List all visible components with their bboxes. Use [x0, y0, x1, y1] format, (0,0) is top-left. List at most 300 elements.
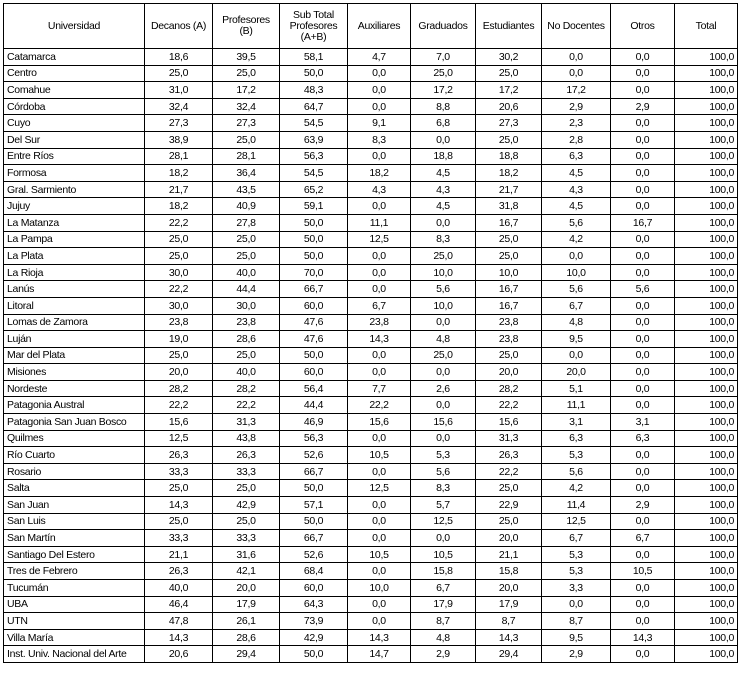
cell-profesores: 36,4	[213, 165, 280, 182]
cell-otros: 6,3	[611, 430, 675, 447]
cell-otros: 0,0	[611, 231, 675, 248]
cell-universidad: UTN	[4, 613, 145, 630]
table-row	[4, 248, 738, 265]
cell-otros: 0,0	[611, 364, 675, 381]
cell-total: 100,0	[675, 596, 738, 613]
cell-subtotal: 60,0	[280, 580, 348, 597]
cell-decanos: 22,2	[145, 214, 213, 231]
cell-decanos: 26,3	[145, 447, 213, 464]
cell-total: 100,0	[675, 646, 738, 663]
cell-otros: 0,0	[611, 198, 675, 215]
cell-estudiantes: 16,7	[476, 297, 542, 314]
cell-profesores: 28,6	[213, 629, 280, 646]
cell-estudiantes: 31,8	[476, 198, 542, 215]
cell-auxiliares: 7,7	[348, 380, 411, 397]
cell-estudiantes: 23,8	[476, 331, 542, 348]
cell-auxiliares: 4,3	[348, 181, 411, 198]
cell-auxiliares: 10,5	[348, 546, 411, 563]
cell-subtotal: 56,3	[280, 148, 348, 165]
cell-universidad: Tres de Febrero	[4, 563, 145, 580]
cell-decanos: 18,6	[145, 49, 213, 66]
cell-estudiantes: 20,0	[476, 530, 542, 547]
cell-otros: 0,0	[611, 546, 675, 563]
cell-otros: 0,0	[611, 331, 675, 348]
table-body	[4, 49, 738, 663]
cell-total: 100,0	[675, 131, 738, 148]
cell-subtotal: 54,5	[280, 165, 348, 182]
cell-no-docentes: 4,3	[542, 181, 611, 198]
cell-graduados: 4,3	[411, 181, 476, 198]
header-subtotal: Sub Total Profesores (A+B)	[280, 4, 348, 49]
cell-subtotal: 47,6	[280, 314, 348, 331]
header-decanos: Decanos (A)	[145, 4, 213, 49]
cell-subtotal: 47,6	[280, 331, 348, 348]
cell-estudiantes: 22,2	[476, 397, 542, 414]
cell-total: 100,0	[675, 480, 738, 497]
cell-graduados: 5,7	[411, 497, 476, 514]
cell-otros: 14,3	[611, 629, 675, 646]
cell-auxiliares: 14,3	[348, 331, 411, 348]
cell-no-docentes: 0,0	[542, 596, 611, 613]
table-row	[4, 264, 738, 281]
cell-graduados: 0,0	[411, 364, 476, 381]
cell-otros: 0,0	[611, 131, 675, 148]
cell-auxiliares: 0,0	[348, 198, 411, 215]
cell-graduados: 8,3	[411, 231, 476, 248]
cell-decanos: 18,2	[145, 165, 213, 182]
table-row	[4, 165, 738, 182]
table-row	[4, 397, 738, 414]
cell-no-docentes: 2,9	[542, 646, 611, 663]
cell-estudiantes: 20,0	[476, 580, 542, 597]
cell-no-docentes: 5,3	[542, 546, 611, 563]
cell-subtotal: 44,4	[280, 397, 348, 414]
cell-auxiliares: 8,3	[348, 131, 411, 148]
cell-total: 100,0	[675, 497, 738, 514]
cell-subtotal: 50,0	[280, 248, 348, 265]
cell-otros: 0,0	[611, 248, 675, 265]
cell-decanos: 22,2	[145, 397, 213, 414]
cell-universidad: La Rioja	[4, 264, 145, 281]
cell-estudiantes: 10,0	[476, 264, 542, 281]
cell-graduados: 8,8	[411, 98, 476, 115]
table-row	[4, 82, 738, 99]
cell-no-docentes: 6,3	[542, 430, 611, 447]
cell-profesores: 25,0	[213, 131, 280, 148]
cell-subtotal: 56,4	[280, 380, 348, 397]
cell-estudiantes: 21,7	[476, 181, 542, 198]
cell-graduados: 18,8	[411, 148, 476, 165]
table-container	[3, 3, 738, 663]
cell-estudiantes: 16,7	[476, 214, 542, 231]
cell-graduados: 25,0	[411, 248, 476, 265]
cell-no-docentes: 12,5	[542, 513, 611, 530]
cell-estudiantes: 15,8	[476, 563, 542, 580]
cell-decanos: 25,0	[145, 248, 213, 265]
cell-subtotal: 66,7	[280, 463, 348, 480]
cell-estudiantes: 25,0	[476, 347, 542, 364]
cell-no-docentes: 5,3	[542, 563, 611, 580]
cell-graduados: 0,0	[411, 430, 476, 447]
cell-otros: 0,0	[611, 314, 675, 331]
table-row	[4, 530, 738, 547]
cell-auxiliares: 15,6	[348, 414, 411, 431]
cell-subtotal: 50,0	[280, 646, 348, 663]
cell-graduados: 5,3	[411, 447, 476, 464]
table-row	[4, 380, 738, 397]
cell-universidad: Lomas de Zamora	[4, 314, 145, 331]
cell-decanos: 30,0	[145, 297, 213, 314]
cell-estudiantes: 31,3	[476, 430, 542, 447]
cell-total: 100,0	[675, 248, 738, 265]
cell-auxiliares: 9,1	[348, 115, 411, 132]
header-otros: Otros	[611, 4, 675, 49]
cell-decanos: 25,0	[145, 347, 213, 364]
cell-no-docentes: 4,5	[542, 198, 611, 215]
cell-universidad: Luján	[4, 331, 145, 348]
cell-graduados: 4,8	[411, 331, 476, 348]
cell-otros: 0,0	[611, 115, 675, 132]
cell-otros: 0,0	[611, 82, 675, 99]
cell-profesores: 27,8	[213, 214, 280, 231]
cell-no-docentes: 6,7	[542, 530, 611, 547]
cell-estudiantes: 16,7	[476, 281, 542, 298]
cell-auxiliares: 18,2	[348, 165, 411, 182]
cell-universidad: Entre Ríos	[4, 148, 145, 165]
cell-graduados: 10,0	[411, 297, 476, 314]
cell-otros: 10,5	[611, 563, 675, 580]
cell-no-docentes: 0,0	[542, 49, 611, 66]
cell-total: 100,0	[675, 380, 738, 397]
cell-total: 100,0	[675, 546, 738, 563]
cell-graduados: 25,0	[411, 347, 476, 364]
cell-subtotal: 50,0	[280, 231, 348, 248]
cell-decanos: 31,0	[145, 82, 213, 99]
cell-auxiliares: 12,5	[348, 231, 411, 248]
table-row	[4, 198, 738, 215]
cell-total: 100,0	[675, 281, 738, 298]
cell-subtotal: 60,0	[280, 364, 348, 381]
table-row	[4, 231, 738, 248]
cell-auxiliares: 10,0	[348, 580, 411, 597]
cell-total: 100,0	[675, 82, 738, 99]
cell-universidad: UBA	[4, 596, 145, 613]
cell-graduados: 0,0	[411, 131, 476, 148]
cell-profesores: 33,3	[213, 463, 280, 480]
cell-decanos: 15,6	[145, 414, 213, 431]
cell-subtotal: 64,3	[280, 596, 348, 613]
cell-total: 100,0	[675, 231, 738, 248]
cell-otros: 0,0	[611, 580, 675, 597]
cell-subtotal: 56,3	[280, 430, 348, 447]
cell-otros: 2,9	[611, 497, 675, 514]
cell-profesores: 40,0	[213, 264, 280, 281]
cell-profesores: 25,0	[213, 248, 280, 265]
cell-auxiliares: 0,0	[348, 530, 411, 547]
cell-total: 100,0	[675, 264, 738, 281]
cell-graduados: 7,0	[411, 49, 476, 66]
cell-auxiliares: 0,0	[348, 82, 411, 99]
cell-universidad: Litoral	[4, 297, 145, 314]
cell-auxiliares: 14,7	[348, 646, 411, 663]
table-row	[4, 480, 738, 497]
cell-estudiantes: 17,9	[476, 596, 542, 613]
cell-universidad: La Matanza	[4, 214, 145, 231]
cell-subtotal: 58,1	[280, 49, 348, 66]
cell-estudiantes: 20,6	[476, 98, 542, 115]
cell-subtotal: 66,7	[280, 281, 348, 298]
cell-subtotal: 50,0	[280, 513, 348, 530]
header-auxiliares: Auxiliares	[348, 4, 411, 49]
cell-estudiantes: 22,9	[476, 497, 542, 514]
cell-no-docentes: 9,5	[542, 629, 611, 646]
table-row	[4, 447, 738, 464]
cell-graduados: 0,0	[411, 530, 476, 547]
cell-estudiantes: 25,0	[476, 65, 542, 82]
cell-total: 100,0	[675, 513, 738, 530]
cell-subtotal: 50,0	[280, 65, 348, 82]
cell-profesores: 20,0	[213, 580, 280, 597]
cell-profesores: 42,1	[213, 563, 280, 580]
cell-profesores: 31,3	[213, 414, 280, 431]
cell-decanos: 21,1	[145, 546, 213, 563]
cell-auxiliares: 0,0	[348, 364, 411, 381]
table-row	[4, 49, 738, 66]
cell-profesores: 25,0	[213, 480, 280, 497]
table-row	[4, 364, 738, 381]
table-row	[4, 546, 738, 563]
cell-decanos: 18,2	[145, 198, 213, 215]
cell-estudiantes: 22,2	[476, 463, 542, 480]
cell-profesores: 29,4	[213, 646, 280, 663]
cell-estudiantes: 15,6	[476, 414, 542, 431]
cell-graduados: 5,6	[411, 463, 476, 480]
cell-graduados: 10,0	[411, 264, 476, 281]
cell-no-docentes: 3,3	[542, 580, 611, 597]
cell-estudiantes: 25,0	[476, 248, 542, 265]
cell-graduados: 15,6	[411, 414, 476, 431]
cell-otros: 0,0	[611, 613, 675, 630]
cell-otros: 0,0	[611, 347, 675, 364]
cell-auxiliares: 0,0	[348, 563, 411, 580]
cell-graduados: 10,5	[411, 546, 476, 563]
cell-auxiliares: 0,0	[348, 148, 411, 165]
cell-estudiantes: 25,0	[476, 513, 542, 530]
cell-otros: 16,7	[611, 214, 675, 231]
cell-estudiantes: 27,3	[476, 115, 542, 132]
table-row	[4, 580, 738, 597]
cell-total: 100,0	[675, 414, 738, 431]
cell-decanos: 19,0	[145, 331, 213, 348]
cell-graduados: 4,8	[411, 629, 476, 646]
cell-auxiliares: 0,0	[348, 596, 411, 613]
cell-otros: 0,0	[611, 463, 675, 480]
cell-universidad: San Luis	[4, 513, 145, 530]
cell-subtotal: 73,9	[280, 613, 348, 630]
cell-auxiliares: 12,5	[348, 480, 411, 497]
cell-profesores: 25,0	[213, 231, 280, 248]
cell-universidad: San Martín	[4, 530, 145, 547]
cell-no-docentes: 4,8	[542, 314, 611, 331]
cell-total: 100,0	[675, 165, 738, 182]
cell-graduados: 15,8	[411, 563, 476, 580]
cell-graduados: 6,7	[411, 580, 476, 597]
cell-universidad: Comahue	[4, 82, 145, 99]
cell-universidad: Salta	[4, 480, 145, 497]
cell-universidad: Patagonia San Juan Bosco	[4, 414, 145, 431]
cell-estudiantes: 20,0	[476, 364, 542, 381]
cell-subtotal: 52,6	[280, 546, 348, 563]
cell-estudiantes: 30,2	[476, 49, 542, 66]
cell-total: 100,0	[675, 98, 738, 115]
cell-total: 100,0	[675, 397, 738, 414]
cell-no-docentes: 0,0	[542, 347, 611, 364]
cell-no-docentes: 2,8	[542, 131, 611, 148]
cell-subtotal: 52,6	[280, 447, 348, 464]
cell-decanos: 32,4	[145, 98, 213, 115]
cell-profesores: 28,1	[213, 148, 280, 165]
cell-universidad: Formosa	[4, 165, 145, 182]
table-row	[4, 65, 738, 82]
cell-no-docentes: 3,1	[542, 414, 611, 431]
cell-no-docentes: 5,6	[542, 214, 611, 231]
cell-profesores: 43,5	[213, 181, 280, 198]
cell-auxiliares: 14,3	[348, 629, 411, 646]
header-profesores: Profesores (B)	[213, 4, 280, 49]
cell-decanos: 25,0	[145, 231, 213, 248]
cell-no-docentes: 0,0	[542, 248, 611, 265]
table-row	[4, 131, 738, 148]
cell-otros: 0,0	[611, 397, 675, 414]
cell-decanos: 23,8	[145, 314, 213, 331]
cell-no-docentes: 20,0	[542, 364, 611, 381]
cell-decanos: 26,3	[145, 563, 213, 580]
cell-subtotal: 54,5	[280, 115, 348, 132]
cell-total: 100,0	[675, 447, 738, 464]
cell-graduados: 25,0	[411, 65, 476, 82]
cell-graduados: 17,9	[411, 596, 476, 613]
cell-subtotal: 70,0	[280, 264, 348, 281]
table-row	[4, 297, 738, 314]
cell-auxiliares: 0,0	[348, 98, 411, 115]
cell-auxiliares: 0,0	[348, 613, 411, 630]
cell-auxiliares: 6,7	[348, 297, 411, 314]
cell-universidad: Jujuy	[4, 198, 145, 215]
cell-graduados: 0,0	[411, 214, 476, 231]
cell-no-docentes: 11,4	[542, 497, 611, 514]
cell-no-docentes: 11,1	[542, 397, 611, 414]
cell-total: 100,0	[675, 115, 738, 132]
cell-auxiliares: 23,8	[348, 314, 411, 331]
cell-auxiliares: 0,0	[348, 347, 411, 364]
table-row	[4, 281, 738, 298]
cell-universidad: La Plata	[4, 248, 145, 265]
header-no-docentes: No Docentes	[542, 4, 611, 49]
cell-total: 100,0	[675, 214, 738, 231]
cell-no-docentes: 17,2	[542, 82, 611, 99]
cell-total: 100,0	[675, 629, 738, 646]
cell-auxiliares: 0,0	[348, 264, 411, 281]
header-estudiantes: Estudiantes	[476, 4, 542, 49]
table-row	[4, 596, 738, 613]
cell-no-docentes: 0,0	[542, 65, 611, 82]
cell-universidad: Misiones	[4, 364, 145, 381]
table-row	[4, 613, 738, 630]
cell-auxiliares: 0,0	[348, 497, 411, 514]
cell-otros: 0,0	[611, 646, 675, 663]
table-row	[4, 331, 738, 348]
cell-profesores: 27,3	[213, 115, 280, 132]
cell-universidad: Centro	[4, 65, 145, 82]
cell-otros: 0,0	[611, 480, 675, 497]
cell-graduados: 6,8	[411, 115, 476, 132]
cell-universidad: La Pampa	[4, 231, 145, 248]
cell-profesores: 25,0	[213, 347, 280, 364]
cell-graduados: 2,9	[411, 646, 476, 663]
cell-profesores: 28,2	[213, 380, 280, 397]
cell-otros: 0,0	[611, 148, 675, 165]
cell-decanos: 40,0	[145, 580, 213, 597]
cell-decanos: 38,9	[145, 131, 213, 148]
cell-otros: 0,0	[611, 513, 675, 530]
cell-subtotal: 63,9	[280, 131, 348, 148]
cell-auxiliares: 0,0	[348, 248, 411, 265]
cell-profesores: 22,2	[213, 397, 280, 414]
cell-subtotal: 46,9	[280, 414, 348, 431]
table-row	[4, 98, 738, 115]
cell-estudiantes: 28,2	[476, 380, 542, 397]
cell-graduados: 17,2	[411, 82, 476, 99]
cell-no-docentes: 4,2	[542, 231, 611, 248]
cell-otros: 0,0	[611, 447, 675, 464]
cell-universidad: Santiago Del Estero	[4, 546, 145, 563]
cell-otros: 3,1	[611, 414, 675, 431]
cell-universidad: Del Sur	[4, 131, 145, 148]
cell-decanos: 20,0	[145, 364, 213, 381]
cell-universidad: Lanús	[4, 281, 145, 298]
table-row	[4, 513, 738, 530]
cell-universidad: Nordeste	[4, 380, 145, 397]
cell-decanos: 28,2	[145, 380, 213, 397]
cell-universidad: Cuyo	[4, 115, 145, 132]
cell-decanos: 25,0	[145, 65, 213, 82]
cell-subtotal: 50,0	[280, 480, 348, 497]
cell-no-docentes: 6,3	[542, 148, 611, 165]
cell-graduados: 5,6	[411, 281, 476, 298]
cell-profesores: 44,4	[213, 281, 280, 298]
cell-auxiliares: 4,7	[348, 49, 411, 66]
cell-subtotal: 66,7	[280, 530, 348, 547]
cell-profesores: 23,8	[213, 314, 280, 331]
cell-no-docentes: 5,3	[542, 447, 611, 464]
cell-no-docentes: 5,6	[542, 463, 611, 480]
cell-subtotal: 57,1	[280, 497, 348, 514]
table-row	[4, 347, 738, 364]
cell-subtotal: 60,0	[280, 297, 348, 314]
cell-graduados: 2,6	[411, 380, 476, 397]
cell-decanos: 21,7	[145, 181, 213, 198]
header-row	[4, 4, 738, 49]
cell-no-docentes: 8,7	[542, 613, 611, 630]
cell-decanos: 46,4	[145, 596, 213, 613]
cell-no-docentes: 5,1	[542, 380, 611, 397]
cell-auxiliares: 0,0	[348, 281, 411, 298]
cell-auxiliares: 10,5	[348, 447, 411, 464]
cell-subtotal: 50,0	[280, 347, 348, 364]
cell-total: 100,0	[675, 65, 738, 82]
cell-total: 100,0	[675, 463, 738, 480]
cell-auxiliares: 0,0	[348, 463, 411, 480]
